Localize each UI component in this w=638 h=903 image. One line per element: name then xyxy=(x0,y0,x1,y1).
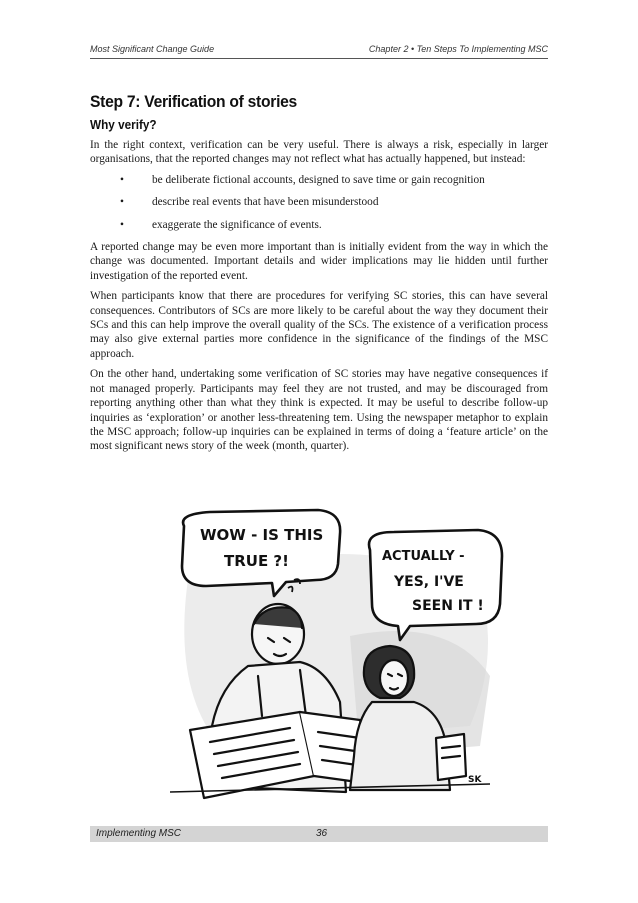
bullet-item xyxy=(90,218,548,232)
paragraph-consequences: When participants know that there are procedures for verifying SC stories, this can have several consequences. Contributors of SCs are more likely to be careful about the way they document their SCs and this can help improve the overall quality of the SCs. The existence of a verification process may also give external parties more confidence in the significance of the findings of the MSC approach. xyxy=(90,290,548,360)
page-number: 36 xyxy=(316,828,328,839)
bullet-text: be deliberate fictional accounts, designed to save time or gain recognition xyxy=(152,173,485,186)
bullet-text: describe real events that have been misunderstood xyxy=(152,196,379,209)
section-title: Step 7: Verification of stories xyxy=(90,92,297,111)
header-guide-title: Most Significant Change Guide xyxy=(90,44,215,54)
running-header xyxy=(90,44,548,59)
bullet-symbol: • xyxy=(120,173,124,186)
section-subtitle: Why verify? xyxy=(90,118,157,132)
bubble-right-text-1: ACTUALLY - xyxy=(382,549,465,564)
bullet-item xyxy=(90,195,548,209)
bubble-right-text-2: YES, I'VE xyxy=(394,574,464,590)
page-footer xyxy=(90,826,548,842)
bullet-symbol: • xyxy=(120,196,124,209)
footer-label: Implementing MSC xyxy=(96,828,182,839)
bubble-right-text-3: SEEN IT ! xyxy=(412,598,484,614)
paragraph-intro: In the right context, verification can be very useful. There is always a risk, especially in larger organisations, that the reported changes may not reflect what has actually happened, but instead: xyxy=(90,139,548,166)
paragraph-negative: On the other hand, undertaking some verification of SC stories may have negative consequences if not managed properly. Participants may feel they are not trusted, and may be discouraged from reporting anything other than what they think is expected. It may be useful to describe follow-up inquiries as ‘exploration’ or another less-threatening tem. Using the newspaper metaphor to explain the MSC approach; follow-up inquiries can be explained in terms of doing a ‘feature article’ on the most significant news story of the week (month, quarter). xyxy=(90,368,548,453)
bullet-list xyxy=(90,173,548,232)
artist-signature: SK xyxy=(468,775,482,785)
main-content xyxy=(90,92,548,460)
header-chapter-title: Chapter 2 • Ten Steps To Implementing MSC xyxy=(368,44,548,54)
bubble-left-text-2: TRUE ?! xyxy=(224,552,289,570)
bullet-text: exaggerate the significance of events. xyxy=(152,218,322,231)
bubble-left-text-1: WOW - IS THIS xyxy=(200,526,324,544)
bullet-item xyxy=(90,173,548,187)
bullet-symbol: • xyxy=(120,218,124,231)
speech-bubble-right xyxy=(369,530,502,640)
paragraph-importance: A reported change may be even more important than is initially evident from the way in which the change was documented. Important details and wider implications may lie hidden until further investigation of the reported event. xyxy=(90,241,548,282)
cartoon-illustration xyxy=(150,506,510,802)
